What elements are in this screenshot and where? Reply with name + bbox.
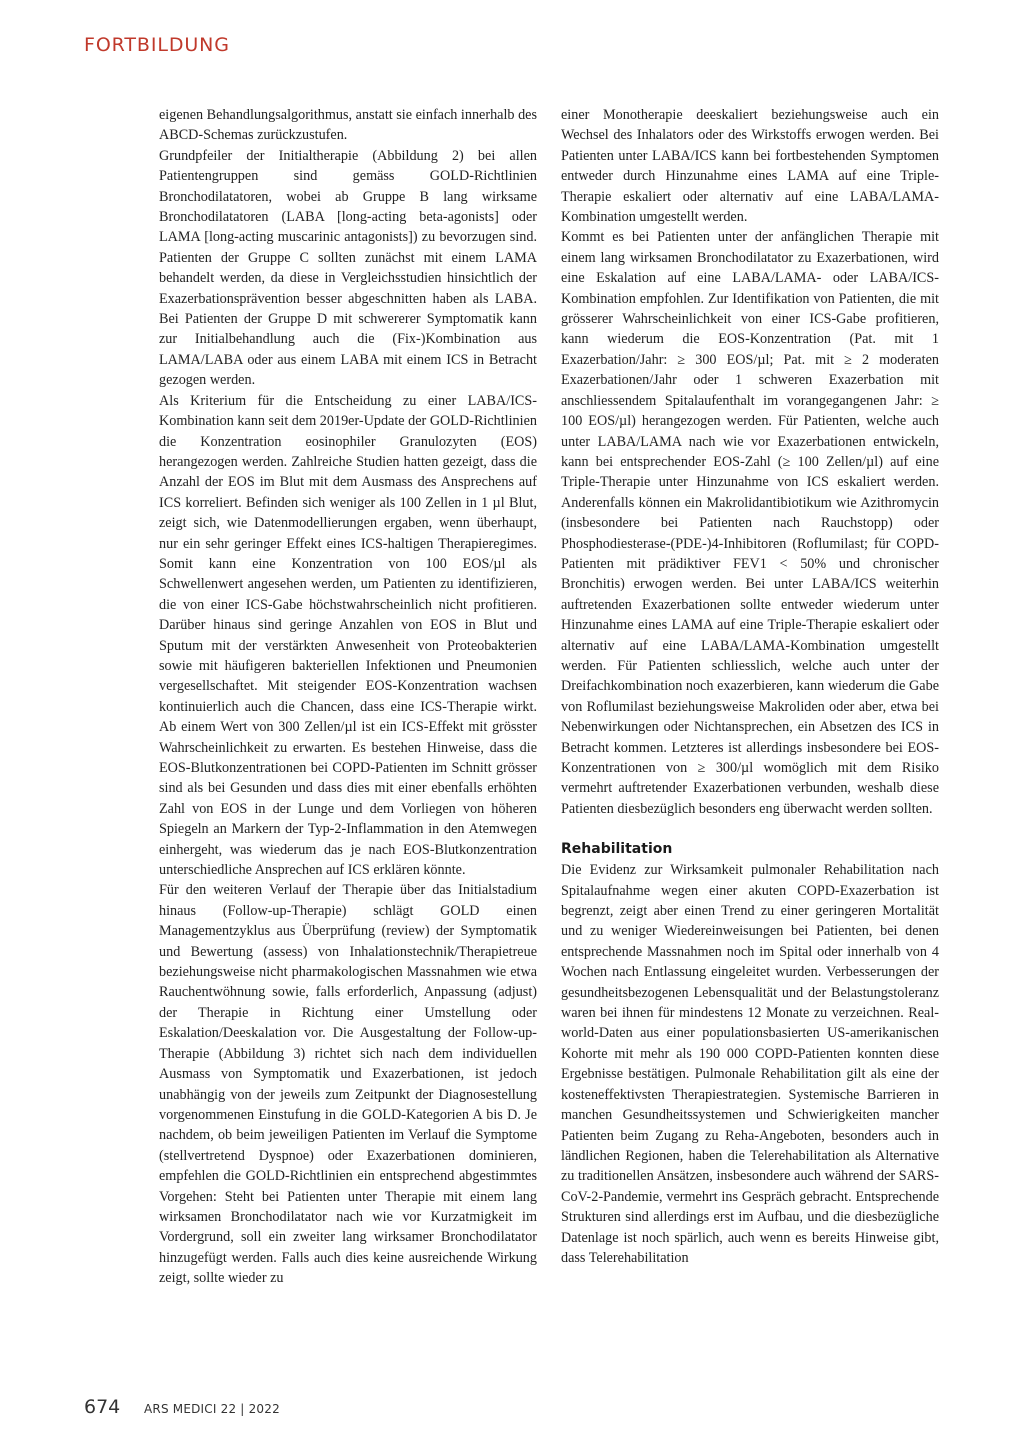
section-heading-rehabilitation: Rehabilitation [561,841,673,858]
journal-issue: ARS MEDICI 22 | 2022 [144,1402,280,1416]
paragraph: Für den weiteren Verlauf der Therapie über das Initialstadium hinaus (Follow-up-Therapie) schlägt GOLD einen Managementzyklus aus Überprüfung (review) der Symptomatik und Bewertung (assess) von Inhalationstechnik/Therapietreue beziehungsweise nicht pharmakologischen Massnahmen wie etwa Rauchentwöhnung sowie, falls erforderlich, Anpassung (adjust) der Therapie in Richtung einer Umstellung oder Eskalation/Deeskalation vor. Die Ausgestaltung der Follow-up-Therapie (Abbildung 3) richtet sich nach dem individuellen Ausmass von Symptomatik und Exazerbationen, ist jedoch unabhängig von der jeweils zum Zeitpunkt der Diagnosestellung vorgenommenen Einstufung in die GOLD-Kategorien A bis D. Je nachdem, ob beim jeweiligen Patienten im Verlauf die Symptome (stellvertretend Dyspnoe) oder Exazerbationen dominieren, empfehlen die GOLD-Richtlinien ein entsprechend abgestimmtes Vorgehen: Steht bei Patienten unter Therapie mit einem lang wirksamen Bronchodilatator nach wie vor Kurzatmigkeit im Vordergrund, soll ein zweiter lang wirksamer Bronchodilatator hinzugefügt werden. Falls auch dies keine ausreichende Wirkung zeigt, sollte wieder zu [159,882,537,1287]
section-header: FORTBILDUNG [84,34,230,56]
paragraph: Die Evidenz zur Wirksamkeit pulmonaler Rehabilitation nach Spitalaufnahme wegen einer akuten COPD-Exazerbation ist begrenzt, zeigt aber einen Trend zu einer geringeren Mortalität und zu weniger Wiedereinweisungen bei Patienten, bei denen entsprechende Massnahmen noch im Spital oder innerhalb von 4 Wochen nach Entlassung eingeleitet wurden. Verbesserungen der gesundheitsbezogenen Lebensqualität und der Belastungstoleranz waren bei ihnen für mindestens 12 Monate zu verzeichnen. Real-world-Daten aus einer populationsbasierten US-amerikanischen Kohorte mit mehr als 190 000 COPD-Patienten konnten diese Ergebnisse bestätigen. Pulmonale Rehabilitation gilt als eine der kosteneffektivsten Therapiestrategien. Systemische Barrieren in manchen Gesundheitssystemen und Schwierigkeiten mancher Patienten beim Zugang zu Reha-Angeboten, besonders auch in ländlichen Regionen, haben die Telerehabilitation als Alternative zu traditionellen Ansätzen, insbesondere auch während der SARS-CoV-2-Pandemie, vermehrt ins Gespräch gebracht. Entsprechende Strukturen sind allerdings erst im Aufbau, und die diesbezügliche Datenlage ist noch spärlich, auch wenn es bereits Hinweise gibt, dass Telerehabilitation [561,862,939,1266]
right-column [561,105,939,1268]
paragraph: einer Monotherapie deeskaliert beziehungsweise auch ein Wechsel des Inhalators oder des Wirkstoffs erwogen werden. Bei Patienten unter LABA/ICS kann bei fortbestehenden Symptomen entweder durch Hinzunahme eines LAMA auf eine Triple-Therapie eskaliert oder alternativ auf eine LABA/LAMA-Kombination umgestellt werden. [561,107,939,226]
paragraph: eigenen Behandlungsalgorithmus, anstatt sie einfach innerhalb des ABCD-Schemas zurückzustufen. [159,107,537,144]
page-footer [84,1396,280,1418]
paragraph: Als Kriterium für die Entscheidung zu einer LABA/ICS-Kombination kann seit dem 2019er-Update der GOLD-Richtlinien die Konzentration eosinophiler Granulozyten (EOS) herangezogen werden. Zahlreiche Studien hatten gezeigt, dass die Anzahl der EOS im Blut mit dem Ausmass des Ansprechens auf ICS korreliert. Befinden sich weniger als 100 Zellen in 1 µl Blut, zeigt sich, wie Datenmodellierungen ergaben, wenn überhaupt, nur ein sehr geringer Effekt eines ICS-haltigen Therapieregimes. Somit kann eine Konzentration von 100 EOS/µl als Schwellenwert angesehen werden, um Patienten zu identifizieren, die von einer ICS-Gabe höchstwahrscheinlich nicht profitieren. Darüber hinaus sind geringe Anzahlen von EOS in Blut und Sputum mit der verstärkten Anwesenheit von Proteobakterien sowie mit häufigeren bakteriellen Infektionen und Pneumonien vergesellschaftet. Mit steigender EOS-Konzentration wachsen kontinuierlich auch die Chancen, dass eine ICS-Therapie wirkt. Ab einem Wert von 300 Zellen/µl ist ein ICS-Effekt mit grösster Wahrscheinlichkeit zu erwarten. Es bestehen Hinweise, dass die EOS-Blutkonzentrationen bei COPD-Patienten im Schnitt grösser sind als bei Gesunden und dass dies mit einer ebenfalls erhöhten Zahl von EOS in der Lunge und dem Vorliegen von höheren Spiegeln an Markern der Typ-2-Inflammation in den Atemwegen einhergeht, was wiederum das je nach EOS-Blutkonzentration unterschiedliche Ansprechen auf ICS erklären könnte. [159,392,537,879]
paragraph: Grundpfeiler der Initialtherapie (Abbildung 2) bei allen Patientengruppen sind gemäss GOLD-Richtlinien Bronchodilatatoren, wobei ab Gruppe B lang wirksame Bronchodilatatoren (LABA [long-acting beta-agonists] oder LAMA [long-acting muscarinic antagonists]) zu bevorzugen sind. Patienten der Gruppe C sollten zunächst mit einem LAMA behandelt werden, da diese in Vergleichsstudien hinsichtlich der Exazerbationsprävention besser abgeschnitten haben als LABA. Bei Patienten der Gruppe D mit schwererer Symptomatik kann zur Initialbehandlung auch die (Fix-)Kombination aus LAMA/LABA oder aus einem LABA mit einem ICS in Betracht gezogen werden. [159,147,537,389]
page-number: 674 [84,1396,121,1418]
left-column [159,105,537,1289]
paragraph: Kommt es bei Patienten unter der anfänglichen Therapie mit einem lang wirksamen Bronchodilatator zu Exazerbationen, wird eine Eskalation auf eine LABA/LAMA- oder LABA/ICS-Kombination empfohlen. Zur Identifikation von Patienten, die mit grösserer Wahrscheinlichkeit von einer ICS-Gabe profitieren, kann wiederum die EOS-Konzentration (Pat. mit 1 Exazerbation/Jahr: ≥ 300 EOS/µl; Pat. mit ≥ 2 moderaten Exazerbationen/Jahr oder 1 schweren Exazerbation mit anschliessendem Spitalaufenthalt im vorangegangenen Jahr: ≥ 100 EOS/µl) herangezogen werden. Für Patienten, welche auch unter LABA/LAMA nach wie vor Exazerbationen entwickeln, kann bei entsprechender EOS-Zahl (≥ 100 Zellen/µl) auf eine Triple-Therapie unter Hinzunahme von ICS eskaliert werden. Anderenfalls können ein Makrolidantibiotikum wie Azithromycin (insbesondere bei Patienten nach Rauchstopp) oder Phosphodiesterase-(PDE-)4-Inhibitoren (Roflumilast; für COPD-Patienten mit prädiktiver FEV1 < 50% und chronischer Bronchitis) erwogen werden. Bei unter LABA/ICS weiterhin auftretenden Exazerbationen sollte entweder wiederum unter Hinzunahme eines LAMA auf eine Triple-Therapie eskaliert oder alternativ auf eine LABA/LAMA-Kombination umgestellt werden. Für Patienten schliesslich, welche auch unter der Dreifachkombination noch exazerbieren, kann wiederum die Gabe von Roflumilast beziehungsweise Makroliden oder aber, etwa bei Nebenwirkungen oder Nichtansprechen, ein Absetzen des ICS in Betracht kommen. Letzteres ist allerdings insbesondere bei EOS-Konzentrationen von ≥ 300/µl womöglich mit dem Risiko vermehrt auftretender Exazerbationen verbunden, weshalb diese Patienten diesbezüglich besonders eng überwacht werden sollten. [561,229,939,817]
